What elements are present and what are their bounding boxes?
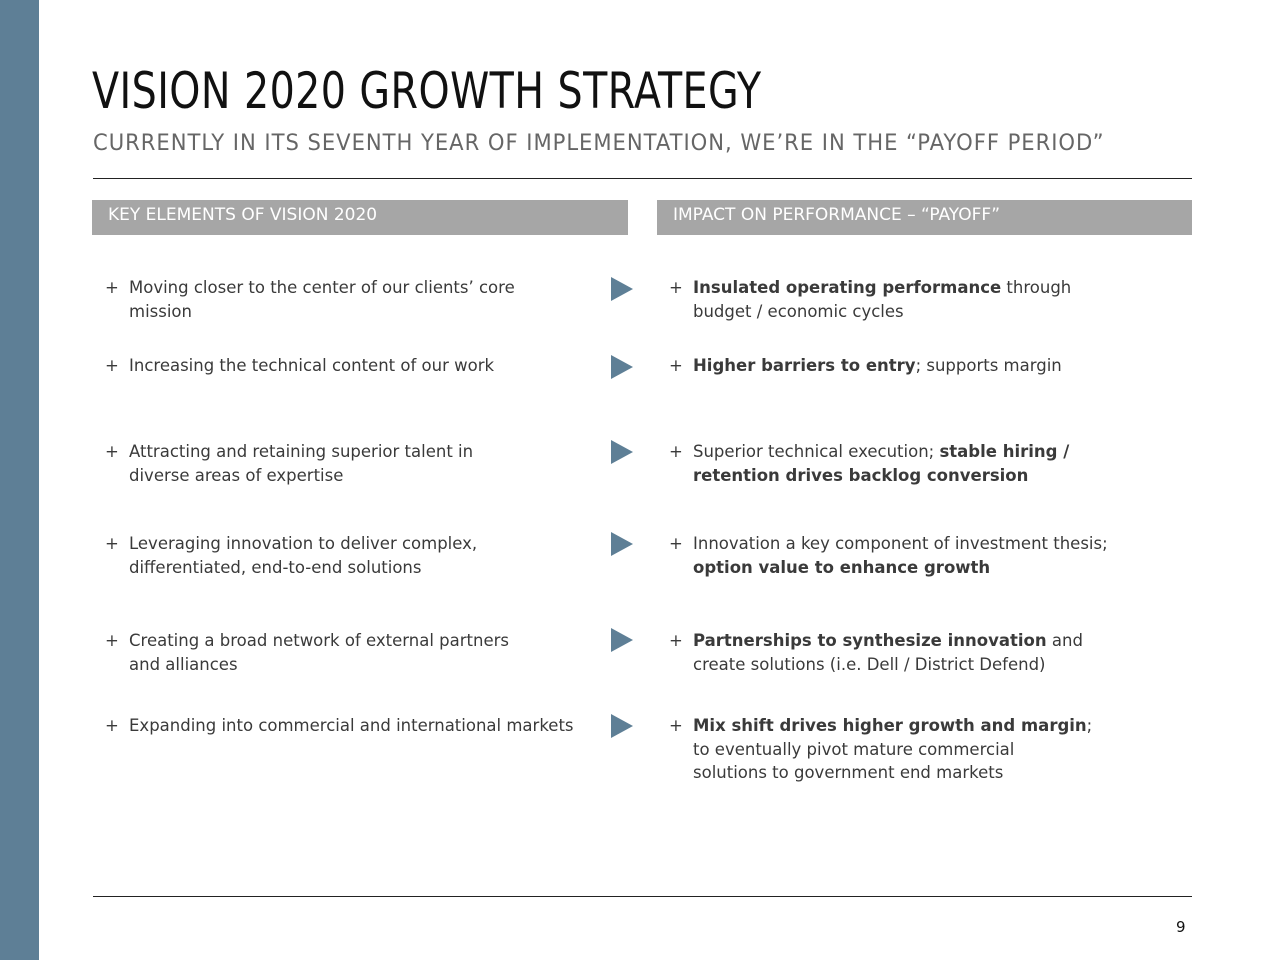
key-element-text: Moving closer to the center of our clients’ core mission: [129, 278, 515, 321]
arrow-right-icon: [611, 440, 633, 464]
impact-highlight: Insulated operating performance: [693, 278, 1002, 297]
key-element-text: Creating a broad network of external partners and alliances: [129, 631, 509, 674]
bullet-plus: +: [105, 716, 119, 735]
impact-highlight: Partnerships to synthesize innovation: [693, 631, 1047, 650]
page-number: 9: [1176, 918, 1186, 936]
impact-highlight: Mix shift drives higher growth and margin: [693, 716, 1087, 735]
impact-text: Superior technical execution; stable hiring / retention drives backlog conversion: [693, 442, 1070, 485]
impact-highlight: Higher barriers to entry: [693, 356, 916, 375]
impact-highlight: option value to enhance growth: [693, 557, 991, 577]
arrow-right-icon: [611, 714, 633, 738]
bullet-plus: +: [105, 356, 119, 375]
bullet-plus: +: [669, 631, 683, 650]
bullet-plus: +: [669, 716, 683, 735]
slide-subtitle: CURRENTLY IN ITS SEVENTH YEAR OF IMPLEMENTATION, WE’RE IN THE “PAYOFF PERIOD”: [93, 131, 1105, 156]
impact-text: Mix shift drives higher growth and margin; to eventually pivot mature commercial solutions to government end markets: [693, 716, 1093, 782]
accent-side-bar: [0, 0, 39, 960]
bullet-plus: +: [669, 442, 683, 461]
arrow-right-icon: [611, 532, 633, 556]
bullet-plus: +: [669, 534, 683, 553]
key-element-text: Attracting and retaining superior talent in diverse areas of expertise: [129, 442, 474, 485]
key-element-text: Expanding into commercial and international markets: [129, 716, 574, 735]
arrow-right-icon: [611, 277, 633, 301]
key-element-text: Leveraging innovation to deliver complex, differentiated, end-to-end solutions: [129, 534, 478, 577]
bullet-plus: +: [105, 442, 119, 461]
impact-text: Higher barriers to entry; supports margin: [693, 356, 1062, 375]
right-column-header: IMPACT ON PERFORMANCE – “PAYOFF”: [657, 200, 1192, 235]
key-element-text: Increasing the technical content of our work: [129, 356, 495, 375]
bullet-plus: +: [105, 631, 119, 650]
arrow-right-icon: [611, 628, 633, 652]
bullet-plus: +: [669, 356, 683, 375]
impact-text: Partnerships to synthesize innovation and create solutions (i.e. Dell / District Defend): [693, 631, 1083, 674]
slide-title: VISION 2020 GROWTH STRATEGY: [92, 62, 762, 120]
bottom-divider: [93, 896, 1192, 897]
bullet-plus: +: [105, 534, 119, 553]
left-column-header: KEY ELEMENTS OF VISION 2020: [92, 200, 628, 235]
bullet-plus: +: [105, 278, 119, 297]
impact-highlight: stable hiring / retention drives backlog conversion: [693, 442, 1070, 485]
arrow-right-icon: [611, 355, 633, 379]
impact-text: Insulated operating performance through budget / economic cycles: [693, 278, 1072, 321]
top-divider: [93, 178, 1192, 179]
impact-text: Innovation a key component of investment thesis; option value to enhance growth: [693, 534, 1108, 577]
bullet-plus: +: [669, 278, 683, 297]
